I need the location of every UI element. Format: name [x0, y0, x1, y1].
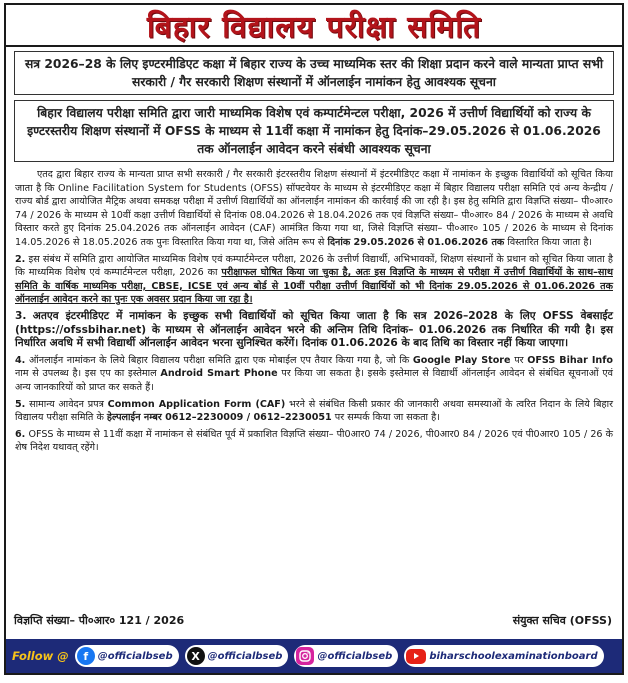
paragraph-5 — [15, 398, 613, 425]
masthead — [6, 5, 622, 47]
notice-page — [4, 3, 624, 675]
paragraph-2-text: इस संबंध में समिति द्वारा आयोजित माध्यमिक विशेष एवं कम्पार्टमेन्टल परीक्षा, 2026 के उत्तीर्ण विद्यार्थी, अभिभावकों, शिक्षण संस्थानों के प्रधान को सूचित किया जाता है कि माध्यमिक विशेष एवं कम्पार्टमेन्टल परीक्षा, 2026 का — [15, 253, 613, 279]
subject-2-text: बिहार विद्यालय परीक्षा समिति द्वारा जारी माध्यमिक विशेष एवं कम्पार्टमेन्टल परीक्षा, 2026 में उत्तीर्ण विद्यार्थियों को राज्य के इण्टरस्तरीय शिक्षण संस्थानों में OFSS के माध्यम से 11वीं कक्षा में नामांकन हेतु दिनांक–29.05.2026 से 01.06.2026 तक ऑनलाईन आवेदन करने संबंधी आवश्यक सूचना — [27, 106, 601, 156]
instagram-icon — [296, 647, 314, 665]
paragraph-5-number: 5. — [15, 398, 26, 410]
youtube-play-glyph — [411, 651, 421, 661]
paragraph-5-text-e: पर सम्पर्क किया जा सकता है। — [334, 412, 440, 424]
paragraph-3-text: अतएव इंटरमीडिएट में नामांकन के इच्छुक सभी विद्यार्थियों को सूचित किया जाता है कि सत्र 2026–2028 के लिए OFSS वेबसाईट (https://ofssbihar.net) के माध्यम से ऑनलाईन आवेदन भरने की अन्तिम तिथि दिनांक– 01.06.2026 तक निर्धारित की गयी है। इस निर्धारित अवधि में सभी विद्यार्थी ऑनलाईन आवेदन भरना सुनिश्चित करेंगें। दिनांक 01.06.2026 के बाद तिथि का विस्तार नहीं किया जाएगा। — [15, 309, 613, 350]
notice-body — [6, 162, 622, 455]
youtube-link[interactable] — [404, 645, 603, 667]
twitter-handle: @officialbseb — [207, 650, 283, 662]
paragraph-intro — [15, 168, 613, 250]
youtube-handle: biharschoolexaminationboard — [429, 650, 598, 662]
paragraph-6 — [15, 428, 613, 455]
paragraph-6-number: 6. — [15, 428, 26, 440]
paragraph-3-number: 3. — [15, 309, 27, 322]
app-name-label: OFSS Bihar Info — [527, 354, 613, 366]
paragraph-4-text-a: ऑनलाईन नामांकन के लिये बिहार विद्यालय परीक्षा समिति द्वारा एक मोबाईल एप तैयार किया गया है, जो कि — [28, 354, 410, 366]
paragraph-5-text-a: सामान्य आवेदन प्रपत्र — [29, 398, 104, 410]
notice-number: विज्ञप्ति संख्या– पी०आर० 121 / 2026 — [14, 614, 185, 627]
paragraph-3 — [15, 310, 613, 351]
instagram-glyph — [299, 650, 311, 662]
twitter-link[interactable] — [185, 645, 289, 667]
footer-row — [14, 613, 612, 628]
caf-label: Common Application Form (CAF) — [107, 398, 286, 410]
intro-end: विस्तारित किया जाता है। — [507, 236, 593, 248]
follow-label: Follow @ — [12, 649, 69, 663]
facebook-icon: f — [77, 647, 95, 665]
paragraph-5-text-c: भरने से संबंधित किसी प्रकार की जानकारी अथवा समस्याओं के त्वरित निदान के लिये बिहार विद्यालय परीक्षा समिति के — [15, 398, 614, 424]
paragraph-2-number: 2. — [15, 253, 26, 265]
paragraph-4-text-g: पर किया जा सकता है। इसके इस्तेमाल से विद्यार्थी ऑनलाईन आवेदन से संबंधित सूचनाओं एवं अन्य जानकारियों को प्राप्त कर सकते हैं। — [15, 368, 613, 393]
paragraph-4-number: 4. — [15, 354, 26, 366]
facebook-link[interactable] — [75, 645, 179, 667]
instagram-link[interactable] — [294, 645, 398, 667]
paragraph-4 — [15, 354, 613, 395]
google-play-store-label: Google Play Store — [412, 354, 511, 366]
paragraph-6-text: OFSS के माध्यम से 11वीं कक्षा में नामांकन से संबंधित पूर्व में प्रकाशित विज्ञप्ति संख्या– पी0आर0 74 / 2026, पी0आर0 84 / 2026 एवं पी0आर0 105 / 26 के शेष निदेश यथावत् रहेंगे। — [15, 428, 613, 454]
intro-text: एतद द्वारा बिहार राज्य के मान्यता प्राप्त सभी सरकारी / गैर सरकारी इंटरस्तरीय शिक्षण संस्थानों में इंटरमीडिएट कक्षा में नामांकन के इच्छुक विद्यार्थियों को सूचित किया जाता है कि Online Facilitation System for Students (OFSS) सॉफ्टवेयर के माध्यम से इंटरमीडिएट कक्षा में बिहार विद्यालय परीक्षा समिति एवं अन्य केन्द्रीय / राज्य बोर्ड द्वारा आयोजित मैट्रिक अथवा समकक्ष परीक्षा में उत्तीर्ण विद्यार्थियों का ऑनलाईन नामांकन की कार्रवाई की जा रही है। इस हेतु समिति द्वारा विज्ञप्ति संख्या– पी०आर० 74 / 2026 के माध्यम से 10वीं कक्षा उत्तीर्ण विद्यार्थियों से दिनांक 08.04.2026 से 18.04.2026 तक एवं विज्ञप्ति संख्या– पी०आर० 84 / 2026 के माध्यम से अवधि विस्तार करते हुए दिनांक 25.04.2026 तक ऑनलाईन आवेदन (CAF) आमंत्रित किया गया था, जिसे विज्ञप्ति संख्या– पी०आर० 105 / 2026 के माध्यम से दिनांक 14.05.2026 से 18.05.2026 तक पुनः विस्तारित किया गया था, जिसे अंतिम रूप से — [15, 169, 613, 248]
paragraph-4-text-e: नाम से उपलब्ध है। इस एप का इस्तेमाल — [15, 368, 157, 380]
signature: संयुक्त सचिव (OFSS) — [512, 614, 612, 627]
paragraph-2 — [15, 253, 613, 307]
android-label: Android Smart Phone — [160, 368, 278, 380]
youtube-icon — [406, 649, 426, 664]
instagram-handle: @officialbseb — [317, 650, 393, 662]
subject-box-2 — [14, 100, 614, 162]
subject-1-text: सत्र 2026–28 के लिए इण्टरमीडिएट कक्षा में बिहार राज्य के उच्च माध्यमिक स्तर की शिक्षा प्रदान करने वाले मान्यता प्राप्त सभी सरकारी / गैर सरकारी शिक्षण संस्थानों में ऑनलाईन नामांकन हेतु आवश्यक सूचना — [24, 57, 604, 89]
facebook-handle: @officialbseb — [97, 650, 173, 662]
paragraph-2-emphasis: परीक्षाफल घोषित किया जा चुका है, अतः इस विज्ञप्ति के माध्यम से परीक्षा में उत्तीर्ण विद्यार्थियों के साथ–साथ समिति के वार्षिक माध्यमिक परीक्षा, CBSE, ICSE एवं अन्य बोर्ड से 10वीं परीक्षा उत्तीर्ण विद्यार्थियों को भी दिनांक 29.05.2026 से 01.06.2026 तक ऑनलाईन आवेदन करने का पुनः एक अवसर प्रदान किया जा रहा है। — [15, 267, 613, 306]
x-icon: X — [187, 647, 205, 665]
paragraph-4-text-c: पर — [514, 354, 524, 366]
page-title: बिहार विद्यालय परीक्षा समिति — [146, 9, 482, 45]
intro-bold-dates: दिनांक 29.05.2026 से 01.06.2026 तक — [327, 236, 505, 248]
helpline-numbers: हेल्पलाईन नम्बर 0612–2230009 / 0612–2230051 — [106, 412, 332, 424]
social-bar — [6, 639, 622, 673]
subject-box-1 — [14, 51, 614, 95]
